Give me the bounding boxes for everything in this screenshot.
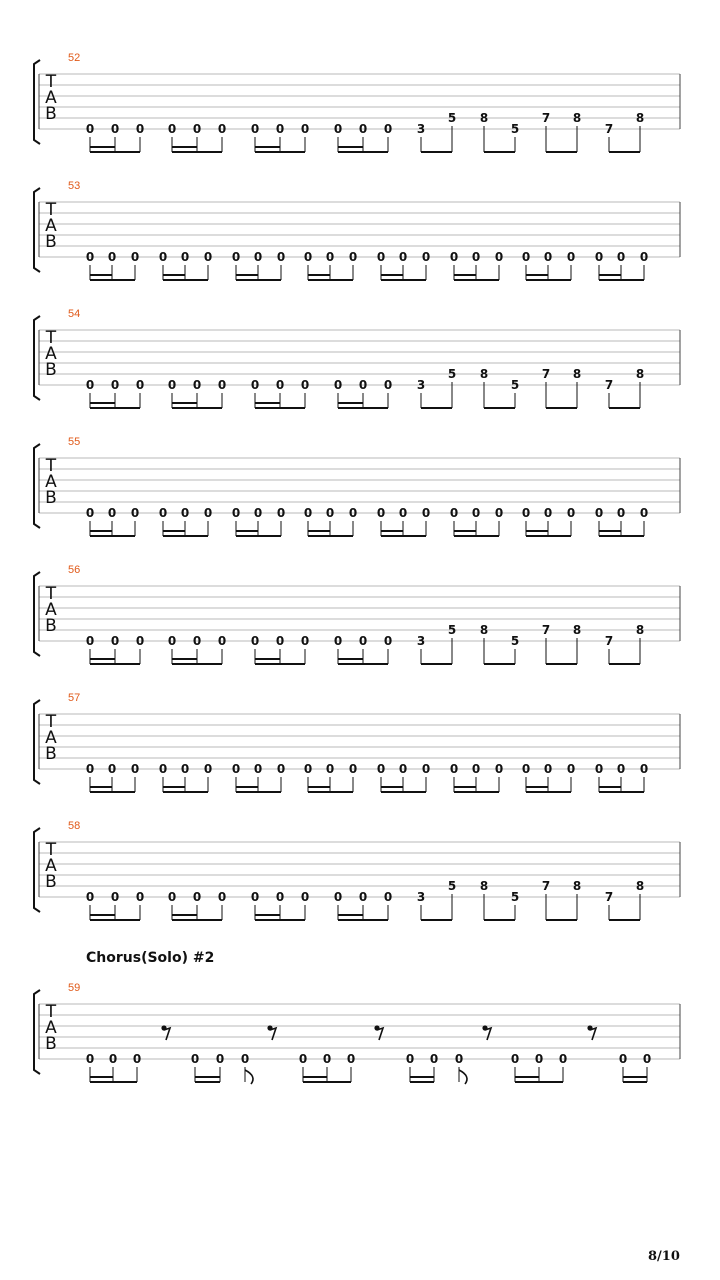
tab-clef-b: B <box>45 232 57 252</box>
fret-number: 0 <box>639 250 649 264</box>
note-group <box>168 890 226 920</box>
fret-number: 8 <box>572 111 582 125</box>
fret-number: 0 <box>107 506 117 520</box>
fret-number: 8 <box>572 367 582 381</box>
fret-number: 0 <box>376 506 386 520</box>
tab-clef-t: T <box>45 840 57 860</box>
fret-number: 0 <box>376 250 386 264</box>
fret-number: 8 <box>479 367 489 381</box>
fret-number: 0 <box>346 1052 356 1066</box>
note-group <box>334 378 392 408</box>
note-group <box>417 623 456 664</box>
fret-number: 0 <box>85 506 95 520</box>
note-group <box>86 378 144 408</box>
tab-clef-a: A <box>45 856 57 876</box>
fret-number: 0 <box>639 762 649 776</box>
tab-clef-a: A <box>45 344 57 364</box>
fret-number: 5 <box>447 623 457 637</box>
fret-number: 0 <box>167 634 177 648</box>
fret-number: 0 <box>192 890 202 904</box>
fret-number: 0 <box>167 122 177 136</box>
fret-number: 0 <box>158 250 168 264</box>
note-group <box>86 634 144 664</box>
fret-number: 0 <box>215 1052 225 1066</box>
measure-57 <box>34 692 680 792</box>
fret-number: 0 <box>253 250 263 264</box>
note-group <box>542 367 581 408</box>
fret-number: 3 <box>416 122 426 136</box>
note-group <box>480 367 519 408</box>
note-group <box>417 367 456 408</box>
note-group <box>377 506 430 536</box>
tab-clef-b: B <box>45 1034 57 1054</box>
fret-number: 0 <box>130 506 140 520</box>
rest-group <box>587 1025 596 1040</box>
fret-number: 0 <box>421 506 431 520</box>
fret-number: 0 <box>566 762 576 776</box>
page-number: 8/10 <box>648 1249 680 1264</box>
fret-number: 0 <box>217 378 227 392</box>
fret-number: 7 <box>541 111 551 125</box>
fret-number: 0 <box>348 762 358 776</box>
tab-clef-t: T <box>45 712 57 732</box>
fret-number: 0 <box>108 1052 118 1066</box>
tab-clef-b: B <box>45 488 57 508</box>
fret-number: 0 <box>231 250 241 264</box>
tab-clef-a: A <box>45 600 57 620</box>
fret-number: 0 <box>253 506 263 520</box>
fret-number: 0 <box>471 250 481 264</box>
fret-number: 0 <box>566 506 576 520</box>
eighth-rest-stroke <box>164 1028 170 1040</box>
tab-clef-a: A <box>45 88 57 108</box>
fret-number: 0 <box>521 250 531 264</box>
fret-number: 0 <box>231 506 241 520</box>
fret-number: 0 <box>376 762 386 776</box>
rest-group <box>482 1025 491 1040</box>
fret-number: 0 <box>276 762 286 776</box>
fret-number: 8 <box>635 111 645 125</box>
tab-clef-b: B <box>45 360 57 380</box>
fret-number: 0 <box>639 506 649 520</box>
note-group <box>251 890 309 920</box>
fret-number: 0 <box>303 762 313 776</box>
note-group <box>159 250 212 280</box>
fret-number: 5 <box>447 367 457 381</box>
note-group <box>299 1052 355 1082</box>
fret-number: 7 <box>541 367 551 381</box>
note-flag <box>245 1070 253 1084</box>
fret-number: 3 <box>416 890 426 904</box>
note-group <box>619 1052 651 1082</box>
fret-number: 8 <box>479 879 489 893</box>
note-group <box>480 111 519 152</box>
fret-number: 0 <box>203 762 213 776</box>
fret-number: 3 <box>416 634 426 648</box>
fret-number: 5 <box>510 634 520 648</box>
fret-number: 0 <box>250 122 260 136</box>
fret-number: 0 <box>333 122 343 136</box>
fret-number: 0 <box>421 762 431 776</box>
fret-number: 0 <box>231 762 241 776</box>
fret-number: 0 <box>429 1052 439 1066</box>
fret-number: 0 <box>421 250 431 264</box>
fret-number: 0 <box>203 250 213 264</box>
fret-number: 8 <box>479 111 489 125</box>
fret-number: 0 <box>566 250 576 264</box>
note-flag <box>459 1070 467 1084</box>
measure-number: 59 <box>68 982 81 994</box>
fret-number: 0 <box>85 1052 95 1066</box>
fret-number: 0 <box>167 378 177 392</box>
note-group <box>168 378 226 408</box>
fret-number: 8 <box>635 879 645 893</box>
note-group <box>605 367 644 408</box>
note-group <box>159 762 212 792</box>
fret-number: 3 <box>416 378 426 392</box>
fret-number: 7 <box>604 122 614 136</box>
note-group <box>450 506 503 536</box>
note-group <box>86 122 144 152</box>
fret-number: 0 <box>158 762 168 776</box>
fret-number: 0 <box>192 122 202 136</box>
fret-number: 0 <box>240 1052 250 1066</box>
note-group <box>480 623 519 664</box>
measure-59 <box>34 982 680 1084</box>
fret-number: 0 <box>398 506 408 520</box>
fret-number: 7 <box>604 378 614 392</box>
fret-number: 0 <box>130 762 140 776</box>
fret-number: 0 <box>543 762 553 776</box>
fret-number: 5 <box>510 890 520 904</box>
fret-number: 0 <box>358 890 368 904</box>
rest-group <box>161 1025 170 1040</box>
note-group <box>480 879 519 920</box>
measure-53 <box>34 180 680 280</box>
fret-number: 0 <box>494 506 504 520</box>
fret-number: 0 <box>449 762 459 776</box>
note-group <box>251 634 309 664</box>
fret-number: 0 <box>276 506 286 520</box>
fret-number: 0 <box>616 250 626 264</box>
fret-number: 0 <box>110 890 120 904</box>
measure-58 <box>34 820 680 920</box>
fret-number: 5 <box>447 879 457 893</box>
fret-number: 0 <box>180 250 190 264</box>
measure-number: 54 <box>68 308 81 320</box>
measure-number: 58 <box>68 820 81 832</box>
fret-number: 0 <box>325 762 335 776</box>
fret-number: 0 <box>110 378 120 392</box>
fret-number: 0 <box>167 890 177 904</box>
fret-number: 0 <box>521 762 531 776</box>
fret-number: 0 <box>322 1052 332 1066</box>
fret-number: 0 <box>275 122 285 136</box>
note-group <box>86 1052 141 1082</box>
note-group <box>417 879 456 920</box>
fret-number: 0 <box>325 506 335 520</box>
note-group <box>595 506 648 536</box>
note-group <box>159 506 212 536</box>
fret-number: 0 <box>454 1052 464 1066</box>
fret-number: 0 <box>594 506 604 520</box>
note-group <box>232 250 285 280</box>
tab-clef-t: T <box>45 456 57 476</box>
fret-number: 5 <box>510 122 520 136</box>
fret-number: 0 <box>383 634 393 648</box>
tab-clef-a: A <box>45 728 57 748</box>
fret-number: 0 <box>642 1052 652 1066</box>
fret-number: 0 <box>110 634 120 648</box>
fret-number: 0 <box>358 378 368 392</box>
note-group <box>417 111 456 152</box>
tab-clef-a: A <box>45 1018 57 1038</box>
fret-number: 0 <box>85 634 95 648</box>
fret-number: 7 <box>604 634 614 648</box>
note-group <box>251 122 309 152</box>
fret-number: 8 <box>572 623 582 637</box>
fret-number: 5 <box>447 111 457 125</box>
note-group <box>455 1052 467 1084</box>
note-group <box>304 250 357 280</box>
fret-number: 0 <box>217 122 227 136</box>
measure-52 <box>34 52 680 152</box>
fret-number: 0 <box>135 122 145 136</box>
measure-number: 52 <box>68 52 81 64</box>
note-group <box>241 1052 253 1084</box>
fret-number: 8 <box>572 879 582 893</box>
fret-number: 0 <box>543 250 553 264</box>
tab-clef-b: B <box>45 744 57 764</box>
fret-number: 0 <box>132 1052 142 1066</box>
fret-number: 0 <box>303 506 313 520</box>
fret-number: 0 <box>333 890 343 904</box>
note-group <box>511 1052 567 1082</box>
measure-54 <box>34 308 680 408</box>
fret-number: 0 <box>398 762 408 776</box>
note-group <box>595 762 648 792</box>
note-group <box>522 506 575 536</box>
measure-56 <box>34 564 680 664</box>
note-group <box>86 762 139 792</box>
fret-number: 0 <box>180 762 190 776</box>
note-group <box>334 890 392 920</box>
note-group <box>595 250 648 280</box>
fret-number: 0 <box>383 890 393 904</box>
fret-number: 0 <box>534 1052 544 1066</box>
fret-number: 0 <box>85 762 95 776</box>
note-group <box>605 111 644 152</box>
measure-number: 56 <box>68 564 81 576</box>
measure-number: 55 <box>68 436 81 448</box>
fret-number: 0 <box>85 122 95 136</box>
tab-clef-t: T <box>45 72 57 92</box>
fret-number: 0 <box>250 378 260 392</box>
fret-number: 0 <box>449 506 459 520</box>
note-group <box>334 122 392 152</box>
tab-clef-a: A <box>45 472 57 492</box>
fret-number: 0 <box>217 634 227 648</box>
fret-number: 0 <box>298 1052 308 1066</box>
fret-number: 0 <box>358 122 368 136</box>
tab-clef-b: B <box>45 104 57 124</box>
eighth-rest-stroke <box>590 1028 596 1040</box>
note-group <box>86 890 144 920</box>
fret-number: 0 <box>250 890 260 904</box>
note-group <box>86 250 139 280</box>
fret-number: 0 <box>543 506 553 520</box>
fret-number: 0 <box>192 378 202 392</box>
note-group <box>542 111 581 152</box>
note-group <box>522 250 575 280</box>
fret-number: 0 <box>158 506 168 520</box>
fret-number: 0 <box>190 1052 200 1066</box>
fret-number: 7 <box>541 879 551 893</box>
fret-number: 0 <box>510 1052 520 1066</box>
note-group <box>450 762 503 792</box>
note-group <box>450 250 503 280</box>
fret-number: 0 <box>300 634 310 648</box>
fret-number: 0 <box>594 250 604 264</box>
fret-number: 0 <box>275 378 285 392</box>
measure-number: 57 <box>68 692 81 704</box>
fret-number: 7 <box>604 890 614 904</box>
tab-clef-t: T <box>45 200 57 220</box>
fret-number: 0 <box>333 634 343 648</box>
fret-number: 0 <box>348 250 358 264</box>
tab-clef-a: A <box>45 216 57 236</box>
fret-number: 0 <box>107 250 117 264</box>
eighth-rest-stroke <box>485 1028 491 1040</box>
fret-number: 0 <box>203 506 213 520</box>
fret-number: 0 <box>616 762 626 776</box>
fret-number: 0 <box>217 890 227 904</box>
fret-number: 0 <box>303 250 313 264</box>
fret-number: 8 <box>635 623 645 637</box>
fret-number: 0 <box>494 762 504 776</box>
note-group <box>377 762 430 792</box>
note-group <box>191 1052 224 1082</box>
note-group <box>168 122 226 152</box>
rest-group <box>267 1025 276 1040</box>
note-group <box>232 506 285 536</box>
note-group <box>304 762 357 792</box>
note-group <box>542 879 581 920</box>
fret-number: 0 <box>616 506 626 520</box>
fret-number: 0 <box>275 890 285 904</box>
fret-number: 0 <box>333 378 343 392</box>
note-group <box>377 250 430 280</box>
note-group <box>605 623 644 664</box>
note-group <box>304 506 357 536</box>
eighth-rest-stroke <box>377 1028 383 1040</box>
fret-number: 0 <box>449 250 459 264</box>
fret-number: 0 <box>275 634 285 648</box>
fret-number: 0 <box>300 122 310 136</box>
fret-number: 0 <box>558 1052 568 1066</box>
measure-55 <box>34 436 680 536</box>
fret-number: 0 <box>300 890 310 904</box>
tab-clef-t: T <box>45 1002 57 1022</box>
rest-group <box>374 1025 383 1040</box>
note-group <box>251 378 309 408</box>
fret-number: 7 <box>541 623 551 637</box>
note-group <box>168 634 226 664</box>
note-group <box>605 879 644 920</box>
fret-number: 0 <box>358 634 368 648</box>
fret-number: 0 <box>110 122 120 136</box>
fret-number: 0 <box>85 378 95 392</box>
fret-number: 0 <box>494 250 504 264</box>
fret-number: 0 <box>398 250 408 264</box>
fret-number: 0 <box>276 250 286 264</box>
fret-number: 0 <box>594 762 604 776</box>
note-group <box>406 1052 438 1082</box>
fret-number: 0 <box>85 890 95 904</box>
note-group <box>86 506 139 536</box>
fret-number: 0 <box>383 122 393 136</box>
fret-number: 0 <box>250 634 260 648</box>
fret-number: 0 <box>325 250 335 264</box>
fret-number: 0 <box>135 890 145 904</box>
measure-number: 53 <box>68 180 81 192</box>
fret-number: 0 <box>405 1052 415 1066</box>
fret-number: 0 <box>85 250 95 264</box>
fret-number: 0 <box>348 506 358 520</box>
fret-number: 0 <box>618 1052 628 1066</box>
tab-clef-t: T <box>45 584 57 604</box>
fret-number: 0 <box>471 762 481 776</box>
fret-number: 0 <box>300 378 310 392</box>
fret-number: 8 <box>635 367 645 381</box>
fret-number: 0 <box>107 762 117 776</box>
fret-number: 0 <box>471 506 481 520</box>
note-group <box>232 762 285 792</box>
fret-number: 0 <box>253 762 263 776</box>
fret-number: 0 <box>130 250 140 264</box>
note-group <box>542 623 581 664</box>
fret-number: 5 <box>510 378 520 392</box>
tab-clef-b: B <box>45 872 57 892</box>
fret-number: 0 <box>135 378 145 392</box>
fret-number: 0 <box>180 506 190 520</box>
note-group <box>522 762 575 792</box>
fret-number: 0 <box>383 378 393 392</box>
eighth-rest-stroke <box>270 1028 276 1040</box>
fret-number: 0 <box>192 634 202 648</box>
section-label: Chorus(Solo) #2 <box>86 950 215 966</box>
tab-clef-t: T <box>45 328 57 348</box>
tab-clef-b: B <box>45 616 57 636</box>
fret-number: 8 <box>479 623 489 637</box>
fret-number: 0 <box>135 634 145 648</box>
fret-number: 0 <box>521 506 531 520</box>
note-group <box>334 634 392 664</box>
